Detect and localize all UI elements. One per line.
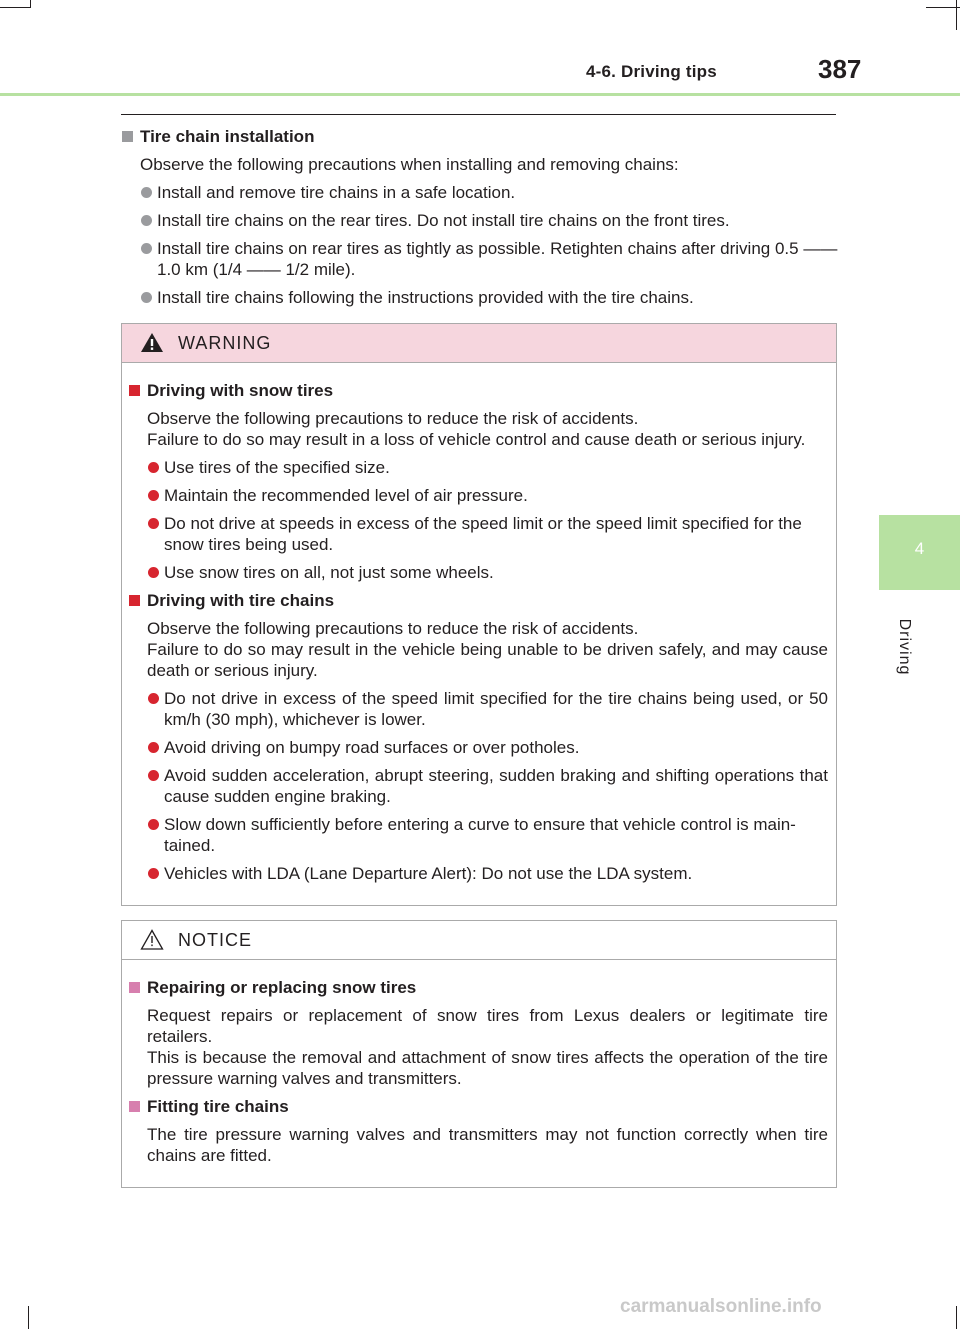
bullet-icon <box>148 742 159 753</box>
intro-text: Observe the following precautions when installing and removing chains: <box>140 155 679 174</box>
heading-text: Tire chain installation <box>140 127 315 146</box>
bullet-icon <box>148 490 159 501</box>
crop-mark <box>0 7 30 8</box>
list-item-text: Do not drive at speeds in excess of the speed limit or the speed limit specified for the snow tires being used. <box>164 514 802 554</box>
paragraph-line: This is because the removal and attachment of snow tires affects the operation of the tire pressure warning valves and transmitters. <box>147 1048 828 1088</box>
heading-text: Fitting tire chains <box>147 1097 289 1116</box>
notice-triangle-icon <box>140 929 164 950</box>
square-bullet-icon <box>122 131 133 142</box>
list-item <box>128 737 828 758</box>
crop-mark <box>926 7 960 8</box>
section-heading <box>121 126 838 148</box>
square-bullet-icon <box>129 385 140 396</box>
crop-mark <box>956 0 957 30</box>
bullet-icon <box>148 770 159 781</box>
notice-header <box>122 921 836 960</box>
square-bullet-icon <box>129 1101 140 1112</box>
paragraph-line: Failure to do so may result in a loss of vehicle control and cause death or serious injury. <box>147 430 806 449</box>
paragraph-line: Observe the following precautions to reduce the risk of accidents. <box>147 619 639 638</box>
list-item-text: Do not drive in excess of the speed limit specified for the tire chains being used, or 50 km/h (30 mph), whichever is lower. <box>164 689 828 729</box>
bullet-icon <box>148 462 159 473</box>
list-item <box>121 210 838 231</box>
bullet-icon <box>141 187 152 198</box>
bullet-icon <box>141 215 152 226</box>
list-item <box>121 287 838 308</box>
list-item <box>128 688 828 730</box>
warning-heading <box>128 380 828 402</box>
warning-body <box>122 363 836 884</box>
warning-triangle-icon <box>140 332 164 353</box>
warning-heading <box>128 590 828 612</box>
list-item <box>128 562 828 583</box>
notice-body <box>122 960 836 1166</box>
list-item-text: Install and remove tire chains in a safe location. <box>157 183 516 202</box>
list-item-text: Avoid sudden acceleration, abrupt steering, sudden braking and shifting operations that cause sudden engine braking. <box>164 766 828 806</box>
list-item-text: Avoid driving on bumpy road surfaces or over potholes. <box>164 738 580 757</box>
list-item-text: Install tire chains on the rear tires. Do not install tire chains on the front tires. <box>157 211 730 230</box>
bullet-icon <box>141 292 152 303</box>
notice-heading <box>128 977 828 999</box>
heading-text: Repairing or replacing snow tires <box>147 978 417 997</box>
list-item <box>128 485 828 506</box>
section-rule <box>121 114 836 115</box>
list-item-text: Vehicles with LDA (Lane Departure Alert): Do not use the LDA system. <box>164 864 693 883</box>
heading-text: Driving with snow tires <box>147 381 334 400</box>
list-item <box>128 513 828 555</box>
page-number: 387 <box>818 54 862 84</box>
list-item-text: Install tire chains following the instructions provided with the tire chains. <box>157 288 694 307</box>
crop-mark <box>956 1306 957 1329</box>
paragraph <box>128 618 828 681</box>
warning-header <box>122 324 836 363</box>
list-item <box>121 238 838 280</box>
list-item <box>128 765 828 807</box>
paragraph-line: The tire pressure warning valves and transmitters may not function correctly when tire chains are fitted. <box>147 1125 828 1165</box>
list-item <box>121 182 838 203</box>
paragraph-line: Observe the following precautions to reduce the risk of accidents. <box>147 409 639 428</box>
paragraph <box>128 1124 828 1166</box>
square-bullet-icon <box>129 982 140 993</box>
bullet-icon <box>148 518 159 529</box>
list-item <box>128 863 828 884</box>
bullet-icon <box>148 567 159 578</box>
section-title: 4-6. Driving tips <box>586 62 717 81</box>
list-item-text: Use snow tires on all, not just some wheels. <box>164 563 494 582</box>
square-bullet-icon <box>129 595 140 606</box>
paragraph <box>128 1005 828 1089</box>
list-item-text: Use tires of the specified size. <box>164 458 390 477</box>
paragraph-line: Failure to do so may result in the vehicle being unable to be driven safely, and may cause death or serious injury. <box>147 640 828 680</box>
notice-heading <box>128 1096 828 1118</box>
list-item-text: Slow down sufficiently before entering a curve to ensure that vehicle control is main-tained. <box>164 815 796 855</box>
warning-box <box>121 323 837 906</box>
paragraph <box>128 408 828 450</box>
chapter-label: Driving <box>896 618 913 676</box>
bullet-icon <box>148 868 159 879</box>
crop-mark <box>30 0 31 8</box>
list-item-text: Install tire chains on rear tires as tightly as possible. Retighten chains after driving 0.5 —— 1.0 km (1/4 —— 1/2 mile). <box>157 239 838 279</box>
chapter-tab[interactable] <box>879 515 960 590</box>
bullet-icon <box>148 693 159 704</box>
list-item <box>128 814 828 856</box>
list-item <box>128 457 828 478</box>
main-content <box>121 126 838 308</box>
chapter-number: 4 <box>914 539 925 558</box>
bullet-icon <box>141 243 152 254</box>
bullet-icon <box>148 819 159 830</box>
watermark: carmanualsonline.info <box>620 1296 822 1317</box>
list-item-text: Maintain the recommended level of air pressure. <box>164 486 528 505</box>
notice-box <box>121 920 837 1188</box>
heading-text: Driving with tire chains <box>147 591 335 610</box>
header-rule <box>0 93 960 96</box>
notice-title: NOTICE <box>178 930 253 950</box>
paragraph-line: Request repairs or replacement of snow tires from Lexus dealers or legitimate tire retailers. <box>147 1006 828 1046</box>
crop-mark <box>28 1306 29 1329</box>
warning-title: WARNING <box>178 333 272 353</box>
